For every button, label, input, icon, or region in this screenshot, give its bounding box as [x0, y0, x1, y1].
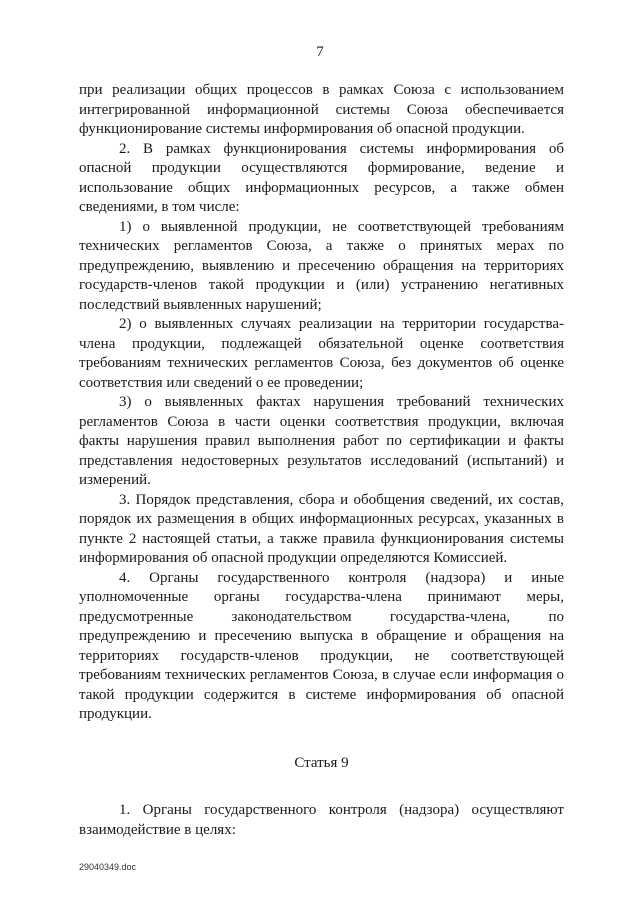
article-heading: Статья 9 — [294, 754, 349, 771]
paragraph: 2. В рамках функционирования системы информирования об опасной продукции осуществляются формирование, ведение и использование общих информационных ресурсов, а также обмен сведениями, в том числе: — [79, 140, 564, 215]
footer-filename: 29040349.doc — [79, 862, 137, 872]
paragraph: 3. Порядок представления, сбора и обобщения сведений, их состав, порядок их размещения в общих информационных ресурсах, указанных в пункте 2 настоящей статьи, а также правила функционирования системы информирования об опасной продукции определяются Комиссией. — [79, 491, 564, 566]
paragraph: 1) о выявленной продукции, не соответствующей требованиям технических регламентов Союза, а также о принятых мерах по предупреждению, выявлению и пресечению обращения на территориях государств-членов такой продукции и (или) устранению негативных последствий выявленных нарушений; — [79, 218, 564, 313]
paragraph: при реализации общих процессов в рамках Союза с использованием интегрированной информационной системы Союза обеспечивается функционирование системы информирования об опасной продукции. — [79, 82, 564, 137]
paragraph: 1. Органы государственного контроля (надзора) осуществляют взаимодействие в целях: — [79, 802, 564, 838]
paragraph: 4. Органы государственного контроля (надзора) и иные уполномоченные органы государства-члена принимают меры, предусмотренные законодательством государства-члена, по предупреждению и пресечению выпуска в обращение и обращения на территориях государств-членов продукции, не соответствующей требованиям технических регламентов Союза, в случае если информация о такой продукции содержится в системе информирования об опасной продукции. — [79, 569, 564, 722]
page-number: 7 — [316, 44, 324, 60]
paragraph: 2) о выявленных случаях реализации на территории государства-члена продукции, подлежащей обязательной оценке соответствия требованиям технических регламентов Союза, без документов об оценке соответствия или сведений о ее проведении; — [79, 316, 564, 391]
document-body — [79, 81, 564, 840]
paragraph: 3) о выявленных фактах нарушения требований технических регламентов Союза в части оценки соответствия продукции, включая факты нарушения правил выполнения работ по сертификации и факты представления недостоверных результатов исследований (испытаний) и измерений. — [79, 394, 564, 488]
